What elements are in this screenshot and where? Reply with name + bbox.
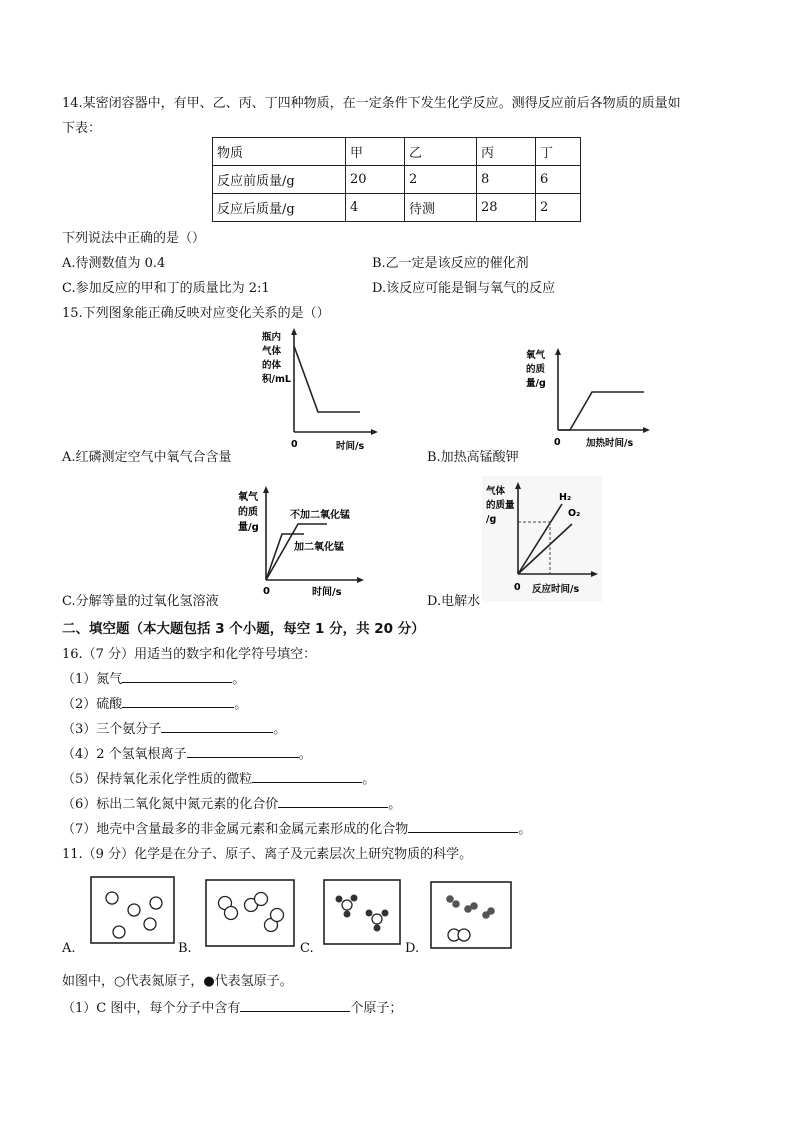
q11-subquestion-1 [62, 997, 402, 1016]
q11-stem: 11.（9 分）化学是在分子、原子、离子及元素层次上研究物质的科学。 [62, 847, 473, 862]
y-label-line: 氧气 [238, 492, 258, 503]
hydrogen-atom [452, 900, 460, 908]
y-label-line: 气体 [262, 346, 282, 357]
box-label-a: A. [62, 941, 76, 956]
table-cell: 丁 [536, 138, 581, 166]
answer-blank[interactable] [122, 670, 232, 683]
q16-item-text: （7）地壳中含量最多的非金属元素和金属元素形成的化合物 [62, 822, 409, 837]
label-with-mno2: 加二氧化锰 [294, 542, 344, 553]
hydrogen-atom [470, 902, 478, 910]
table-row [213, 166, 581, 194]
nitrogen-atom [458, 929, 470, 941]
nitrogen-atom [255, 893, 268, 906]
q16-item [62, 793, 401, 812]
hydrogen-atom [446, 895, 454, 903]
origin-label: 0 [263, 586, 270, 597]
x-label: 加热时间/s [586, 438, 634, 449]
q14-option-c: C.参加反应的甲和丁的质量比为 2:1 [62, 281, 270, 296]
q16-item-text: （6）标出二氧化氮中氮元素的化合价 [62, 797, 279, 812]
y-label-line: 瓶内 [262, 332, 282, 343]
q16-item-text: （5）保持氧化汞化学性质的微粒 [62, 772, 253, 787]
table-cell: 反应后质量/g [213, 194, 346, 222]
q14-table [212, 137, 581, 222]
molecule-box-c [323, 879, 401, 945]
table-cell: 物质 [213, 138, 346, 166]
answer-blank[interactable] [240, 999, 350, 1012]
period: 。 [273, 722, 287, 737]
table-cell: 甲 [346, 138, 405, 166]
q16-item [62, 668, 245, 687]
y-label-line: 的质 [526, 364, 546, 375]
graph-c-caption: C.分解等量的过氧化氢溶液 [62, 594, 219, 609]
period: 。 [234, 697, 248, 712]
box-label-c: C. [300, 941, 314, 956]
nitrogen-atom [271, 909, 284, 922]
answer-blank[interactable] [122, 695, 234, 708]
q14-option-b: B.乙一定是该反应的催化剂 [372, 256, 529, 271]
hydrogen-atom [366, 910, 373, 917]
oxygen-curve [558, 392, 644, 430]
table-header-row [213, 138, 581, 166]
hydrogen-atom [487, 907, 495, 915]
y-label-line: 的质量 [486, 500, 515, 511]
volume-curve [294, 346, 360, 412]
origin-label: 0 [291, 439, 298, 450]
origin-label: 0 [514, 582, 521, 593]
curve-without-mno2 [266, 534, 304, 580]
nitrogen-atom [113, 926, 125, 938]
q11-sub1-text: （1）C 图中，每个分子中含有 [62, 1001, 241, 1016]
period: 。 [232, 672, 246, 687]
table-cell: 丙 [477, 138, 536, 166]
nitrogen-atom [144, 918, 156, 930]
molecule-box-b [205, 879, 295, 947]
hydrogen-atom [336, 896, 343, 903]
table-cell: 8 [477, 166, 536, 194]
q16-item-text: （3）三个氨分子 [62, 722, 162, 737]
table-cell: 2 [536, 194, 581, 222]
answer-blank[interactable] [278, 795, 388, 808]
answer-blank[interactable] [408, 820, 518, 833]
table-cell: 4 [346, 194, 405, 222]
q16-item-text: （4）2 个氢氧根离子 [62, 747, 187, 762]
graph-a-caption: A.红磷测定空气中氧气合含量 [62, 450, 232, 465]
y-label-line: 积/mL [262, 374, 291, 385]
origin-label: 0 [554, 437, 561, 448]
y-label-line: 氧气 [526, 350, 546, 361]
graph-a [246, 326, 381, 461]
period: 。 [298, 747, 312, 762]
q16-item [62, 693, 247, 712]
graph-b [520, 344, 655, 454]
answer-blank[interactable] [252, 770, 362, 783]
table-row [213, 194, 581, 222]
q16-item [62, 743, 312, 762]
nitrogen-atom [106, 892, 118, 904]
molecule-box-a [90, 876, 175, 944]
q14-option-a: A.待测数值为 0.4 [62, 256, 166, 271]
table-cell: 20 [346, 166, 405, 194]
box-label-d: D. [405, 941, 420, 956]
q16-item-text: （1）氮气 [62, 672, 123, 687]
period: 。 [518, 822, 532, 837]
x-label: 反应时间/s [532, 584, 580, 595]
answer-blank[interactable] [161, 720, 273, 733]
nitrogen-atom [225, 907, 238, 920]
q15-stem: 15.下列图象能正确反映对应变化关系的是（） [62, 306, 330, 321]
nitrogen-atom [150, 897, 162, 909]
nitrogen-atom [372, 914, 382, 924]
q16-item-text: （2）硫酸 [62, 697, 123, 712]
graph-d-caption: D.电解水 [427, 594, 481, 609]
nitrogen-atom [342, 900, 352, 910]
q11-legend: 如图中，○代表氮原子，●代表氢原子。 [62, 974, 293, 989]
y-label-line: 量/g [526, 378, 546, 389]
table-cell: 2 [405, 166, 477, 194]
graph-c [232, 482, 372, 597]
x-label: 时间/s [312, 587, 342, 597]
graph-b-caption: B.加热高锰酸钾 [427, 450, 519, 465]
box-label-b: B. [178, 941, 192, 956]
y-label-line: 气体 [486, 486, 506, 497]
y-label-line: 的质 [238, 507, 258, 518]
y-label-line: 量/g [238, 522, 259, 533]
answer-blank[interactable] [187, 745, 299, 758]
table-cell: 6 [536, 166, 581, 194]
hydrogen-atom [344, 911, 351, 918]
q14-stem-line2: 下表： [62, 121, 102, 136]
q11-sub1-tail: 个原子； [350, 1001, 403, 1016]
q16-item [62, 768, 375, 787]
period: 。 [388, 797, 402, 812]
table-cell: 反应前质量/g [213, 166, 346, 194]
h2-label: H₂ [559, 492, 572, 503]
y-label-line: /g [486, 514, 497, 525]
period: 。 [362, 772, 376, 787]
q14-question: 下列说法中正确的是（） [62, 231, 206, 246]
x-label: 时间/s [336, 441, 365, 452]
q16-item [62, 718, 286, 737]
q16-item [62, 818, 531, 837]
hydrogen-atom [351, 895, 358, 902]
q14-stem-line1: 14.某密闭容器中，有甲、乙、丙、丁四种物质，在一定条件下发生化学反应。测得反应前后各物质的质量如 [62, 96, 681, 111]
y-label-line: 的体 [262, 360, 282, 371]
section-heading: 二、填空题（本大题包括 3 个小题，每空 1 分，共 20 分） [62, 621, 425, 637]
table-cell: 待测 [405, 194, 477, 222]
graph-d [482, 476, 602, 602]
table-cell: 28 [477, 194, 536, 222]
q16-stem: 16.（7 分）用适当的数字和化学符号填空： [62, 647, 317, 662]
hydrogen-atom [382, 910, 389, 917]
o2-label: O₂ [568, 508, 581, 519]
molecule-box-d [430, 881, 512, 949]
table-cell: 乙 [405, 138, 477, 166]
label-without-mno2: 不加二氧化锰 [290, 510, 350, 521]
hydrogen-atom [374, 925, 381, 932]
nitrogen-atom [128, 904, 140, 916]
q14-option-d: D.该反应可能是铜与氧气的反应 [372, 281, 556, 296]
